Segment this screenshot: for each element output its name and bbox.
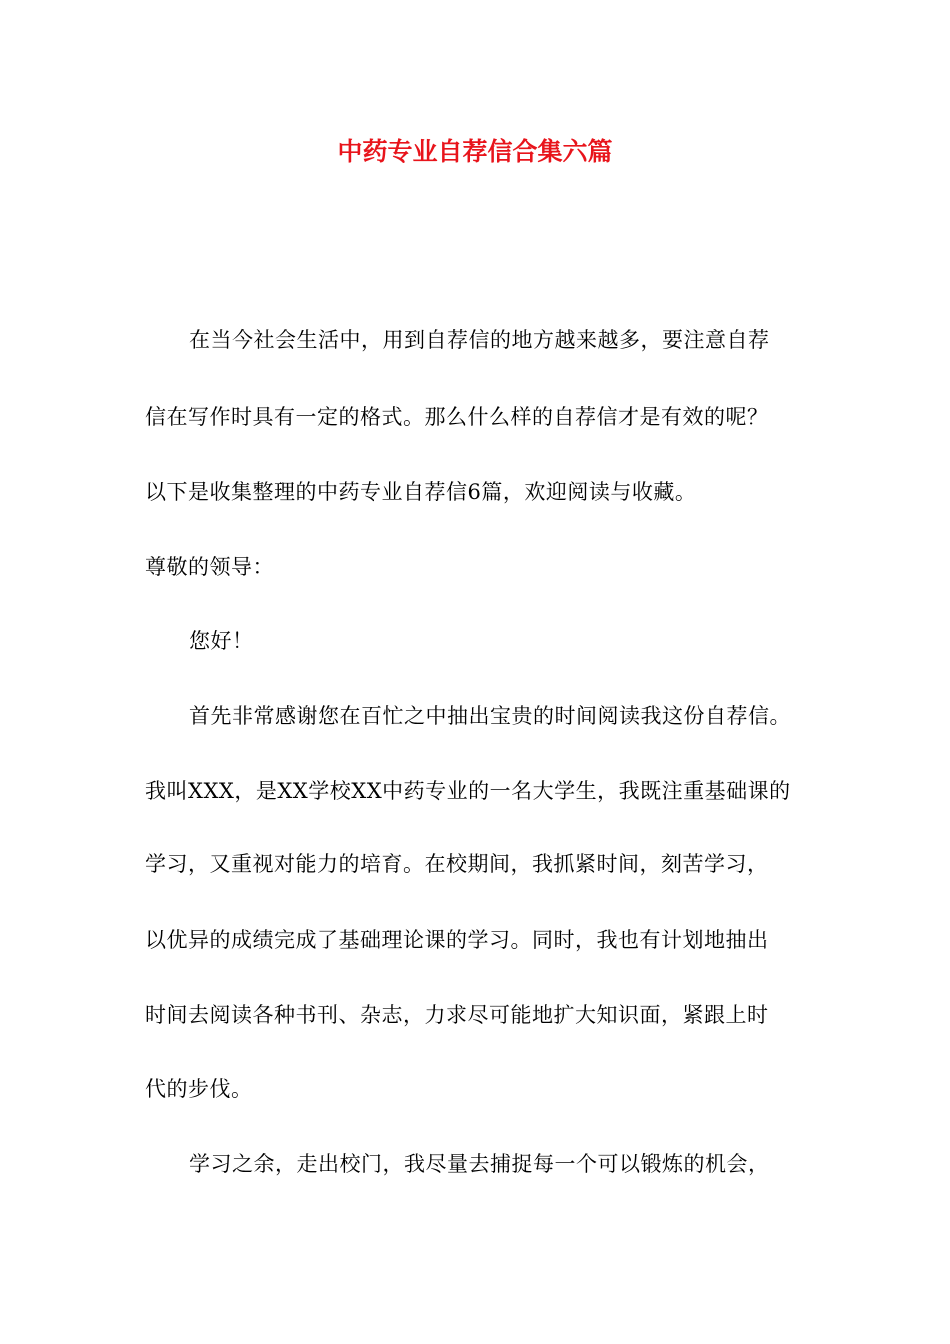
paragraph-line-9: 以优异的成绩完成了基础理论课的学习。同时，我也有计划地抽出 (145, 928, 769, 952)
document-title: 中药专业自荐信合集六篇 (337, 137, 613, 166)
paragraph-line-11: 代的步伐。 (145, 1077, 253, 1101)
paragraph-line-6: 首先非常感谢您在百忙之中抽出宝贵的时间阅读我这份自荐信。 (189, 704, 791, 728)
paragraph-line-2: 信在写作时具有一定的格式。那么什么样的自荐信才是有效的呢？ (145, 405, 769, 429)
paragraph-line-7: 我叫XXX，是XX学校XX中药专业的一名大学生，我既注重基础课的 (145, 779, 791, 803)
greeting: 您好！ (189, 629, 254, 653)
paragraph-line-12: 学习之余，走出校门，我尽量去捕捉每一个可以锻炼的机会， (189, 1152, 770, 1176)
paragraph-line-10: 时间去阅读各种书刊、杂志，力求尽可能地扩大知识面，紧跟上时 (145, 1003, 769, 1027)
salutation: 尊敬的领导： (145, 555, 274, 579)
paragraph-line-8: 学习，又重视对能力的培育。在校期间，我抓紧时间，刻苦学习， (145, 852, 769, 876)
paragraph-line-3: 以下是收集整理的中药专业自荐信6篇，欢迎阅读与收藏。 (145, 480, 697, 504)
paragraph-line-1: 在当今社会生活中，用到自荐信的地方越来越多，要注意自荐 (189, 328, 770, 352)
